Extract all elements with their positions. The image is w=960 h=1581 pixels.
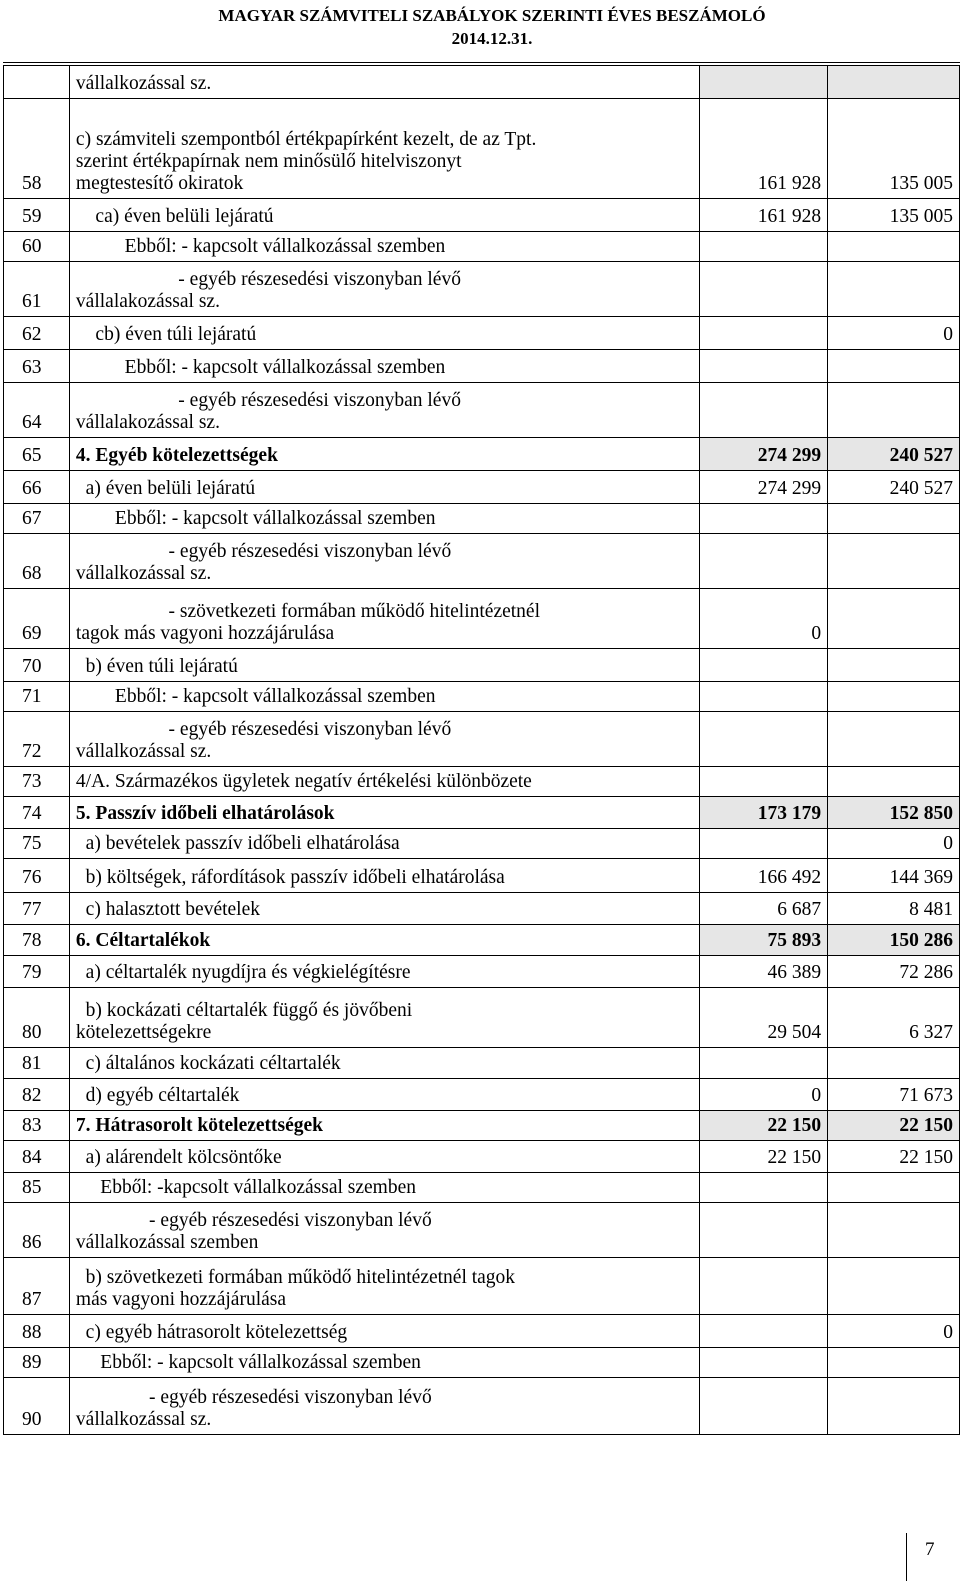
row-number: 64 xyxy=(4,383,70,438)
value-current-year xyxy=(828,66,960,99)
value-current-year xyxy=(828,1378,960,1435)
row-label: a) bevételek passzív időbeli elhatárolása xyxy=(69,829,699,859)
table-row xyxy=(4,504,960,534)
row-label: 4/A. Származékos ügyletek negatív értékelési különbözete xyxy=(69,767,699,797)
page-header xyxy=(0,4,960,50)
value-current-year: 0 xyxy=(828,1315,960,1348)
table-row xyxy=(4,859,960,893)
row-number: 90 xyxy=(4,1378,70,1435)
value-current-year xyxy=(828,1348,960,1378)
row-number: 61 xyxy=(4,262,70,317)
row-label: a) alárendelt kölcsöntőke xyxy=(69,1141,699,1173)
table-row xyxy=(4,99,960,199)
value-prev-year xyxy=(700,383,828,438)
value-prev-year: 274 299 xyxy=(700,471,828,504)
row-label: vállalkozással sz. xyxy=(69,66,699,99)
row-number: 75 xyxy=(4,829,70,859)
value-prev-year xyxy=(700,829,828,859)
value-prev-year xyxy=(700,1378,828,1435)
value-prev-year: 0 xyxy=(700,1079,828,1111)
table-row xyxy=(4,1315,960,1348)
row-label: b) éven túli lejáratú xyxy=(69,649,699,682)
value-current-year xyxy=(828,767,960,797)
row-label: c) halasztott bevételek xyxy=(69,893,699,925)
value-current-year xyxy=(828,262,960,317)
row-label: Ebből: - kapcsolt vállalkozással szemben xyxy=(69,504,699,534)
table-row xyxy=(4,1048,960,1079)
table-row xyxy=(4,1348,960,1378)
row-number: 60 xyxy=(4,232,70,262)
value-current-year: 22 150 xyxy=(828,1141,960,1173)
value-prev-year: 6 687 xyxy=(700,893,828,925)
row-label: - egyéb részesedési viszonyban lévő vállalakozással sz. xyxy=(69,383,699,438)
value-prev-year xyxy=(700,1258,828,1315)
row-label: a) éven belüli lejáratú xyxy=(69,471,699,504)
row-number: 83 xyxy=(4,1111,70,1141)
row-label: b) szövetkezeti formában működő hitelintézetnél tagok más vagyoni hozzájárulása xyxy=(69,1258,699,1315)
row-number: 62 xyxy=(4,317,70,350)
row-number: 79 xyxy=(4,956,70,988)
value-current-year xyxy=(828,649,960,682)
row-number: 82 xyxy=(4,1079,70,1111)
value-current-year: 150 286 xyxy=(828,925,960,956)
row-label: d) egyéb céltartalék xyxy=(69,1079,699,1111)
table-row xyxy=(4,1378,960,1435)
table-row xyxy=(4,350,960,383)
table-row xyxy=(4,1079,960,1111)
row-number: 84 xyxy=(4,1141,70,1173)
value-current-year xyxy=(828,682,960,712)
row-label: b) költségek, ráfordítások passzív időbeli elhatárolása xyxy=(69,859,699,893)
row-number: 72 xyxy=(4,712,70,767)
page-number: 7 xyxy=(925,1539,935,1560)
value-prev-year xyxy=(700,232,828,262)
row-label: - egyéb részesedési viszonyban lévő vállalkozással szemben xyxy=(69,1203,699,1258)
value-current-year: 8 481 xyxy=(828,893,960,925)
value-prev-year xyxy=(700,66,828,99)
row-number xyxy=(4,66,70,99)
value-current-year: 240 527 xyxy=(828,438,960,471)
value-current-year: 135 005 xyxy=(828,99,960,199)
row-label: - szövetkezeti formában működő hitelintézetnél tagok más vagyoni hozzájárulása xyxy=(69,589,699,649)
value-current-year: 144 369 xyxy=(828,859,960,893)
table-row xyxy=(4,767,960,797)
value-prev-year xyxy=(700,1173,828,1203)
row-label: - egyéb részesedési viszonyban lévő vállalkozással sz. xyxy=(69,1378,699,1435)
value-prev-year: 0 xyxy=(700,589,828,649)
row-label: Ebből: - kapcsolt vállalkozással szemben xyxy=(69,682,699,712)
row-label: b) kockázati céltartalék függő és jövőbeni kötelezettségekre xyxy=(69,988,699,1048)
row-number: 77 xyxy=(4,893,70,925)
row-label: Ebből: - kapcsolt vállalkozással szemben xyxy=(69,1348,699,1378)
row-label: - egyéb részesedési viszonyban lévő vállalkozással sz. xyxy=(69,712,699,767)
value-prev-year xyxy=(700,262,828,317)
value-current-year xyxy=(828,232,960,262)
row-label: Ebből: -kapcsolt vállalkozással szemben xyxy=(69,1173,699,1203)
row-label: Ebből: - kapcsolt vállalkozással szemben xyxy=(69,232,699,262)
value-prev-year: 274 299 xyxy=(700,438,828,471)
value-current-year xyxy=(828,1173,960,1203)
value-current-year: 240 527 xyxy=(828,471,960,504)
balance-table xyxy=(3,65,960,1435)
value-prev-year xyxy=(700,682,828,712)
value-prev-year xyxy=(700,649,828,682)
value-prev-year: 161 928 xyxy=(700,99,828,199)
value-prev-year xyxy=(700,504,828,534)
row-number: 80 xyxy=(4,988,70,1048)
row-number: 81 xyxy=(4,1048,70,1079)
value-current-year xyxy=(828,383,960,438)
header-title: MAGYAR SZÁMVITELI SZABÁLYOK SZERINTI ÉVES BESZÁMOLÓ xyxy=(218,6,766,25)
value-current-year: 0 xyxy=(828,829,960,859)
table-row xyxy=(4,649,960,682)
table-row xyxy=(4,1173,960,1203)
row-label: cb) éven túli lejáratú xyxy=(69,317,699,350)
value-current-year: 6 327 xyxy=(828,988,960,1048)
value-prev-year xyxy=(700,767,828,797)
row-number: 67 xyxy=(4,504,70,534)
value-prev-year: 22 150 xyxy=(700,1141,828,1173)
value-current-year: 22 150 xyxy=(828,1111,960,1141)
table-row xyxy=(4,829,960,859)
value-current-year: 135 005 xyxy=(828,199,960,232)
balance-rows xyxy=(4,66,960,1435)
value-current-year xyxy=(828,504,960,534)
value-current-year xyxy=(828,1258,960,1315)
value-prev-year xyxy=(700,1348,828,1378)
value-prev-year xyxy=(700,1315,828,1348)
row-number: 78 xyxy=(4,925,70,956)
row-label: c) egyéb hátrasorolt kötelezettség xyxy=(69,1315,699,1348)
row-label: a) céltartalék nyugdíjra és végkielégítésre xyxy=(69,956,699,988)
row-number: 71 xyxy=(4,682,70,712)
row-number: 76 xyxy=(4,859,70,893)
table-row xyxy=(4,66,960,99)
row-number: 65 xyxy=(4,438,70,471)
row-number: 89 xyxy=(4,1348,70,1378)
row-number: 58 xyxy=(4,99,70,199)
value-prev-year: 75 893 xyxy=(700,925,828,956)
value-prev-year: 22 150 xyxy=(700,1111,828,1141)
value-prev-year xyxy=(700,712,828,767)
table-row xyxy=(4,1258,960,1315)
row-number: 68 xyxy=(4,534,70,589)
value-current-year xyxy=(828,589,960,649)
row-number: 70 xyxy=(4,649,70,682)
top-rule xyxy=(3,62,960,64)
value-current-year: 71 673 xyxy=(828,1079,960,1111)
table-row xyxy=(4,712,960,767)
value-current-year: 72 286 xyxy=(828,956,960,988)
table-row xyxy=(4,893,960,925)
table-row xyxy=(4,534,960,589)
value-current-year xyxy=(828,534,960,589)
header-date: 2014.12.31. xyxy=(451,29,533,48)
row-label: Ebből: - kapcsolt vállalkozással szemben xyxy=(69,350,699,383)
table-row xyxy=(4,232,960,262)
table-row xyxy=(4,797,960,829)
value-prev-year xyxy=(700,350,828,383)
row-number: 74 xyxy=(4,797,70,829)
row-number: 66 xyxy=(4,471,70,504)
value-prev-year: 166 492 xyxy=(700,859,828,893)
value-prev-year xyxy=(700,317,828,350)
row-label: 6. Céltartalékok xyxy=(69,925,699,956)
row-number: 88 xyxy=(4,1315,70,1348)
value-prev-year xyxy=(700,1048,828,1079)
row-label: - egyéb részesedési viszonyban lévő vállalakozással sz. xyxy=(69,262,699,317)
value-prev-year xyxy=(700,1203,828,1258)
value-prev-year xyxy=(700,534,828,589)
table-row xyxy=(4,471,960,504)
table-row xyxy=(4,925,960,956)
row-number: 85 xyxy=(4,1173,70,1203)
table-row xyxy=(4,682,960,712)
table-row xyxy=(4,317,960,350)
value-current-year xyxy=(828,1203,960,1258)
row-label: ca) éven belüli lejáratú xyxy=(69,199,699,232)
table-row xyxy=(4,988,960,1048)
table-row xyxy=(4,199,960,232)
table-row xyxy=(4,1111,960,1141)
row-label: c) általános kockázati céltartalék xyxy=(69,1048,699,1079)
row-label: 5. Passzív időbeli elhatárolások xyxy=(69,797,699,829)
value-current-year: 152 850 xyxy=(828,797,960,829)
table-row xyxy=(4,438,960,471)
row-number: 87 xyxy=(4,1258,70,1315)
table-row xyxy=(4,956,960,988)
value-prev-year: 161 928 xyxy=(700,199,828,232)
value-current-year xyxy=(828,350,960,383)
value-prev-year: 173 179 xyxy=(700,797,828,829)
table-row xyxy=(4,1203,960,1258)
row-number: 69 xyxy=(4,589,70,649)
value-prev-year: 29 504 xyxy=(700,988,828,1048)
value-current-year xyxy=(828,1048,960,1079)
row-number: 59 xyxy=(4,199,70,232)
row-label: 4. Egyéb kötelezettségek xyxy=(69,438,699,471)
row-label: - egyéb részesedési viszonyban lévő vállalkozással sz. xyxy=(69,534,699,589)
value-current-year: 0 xyxy=(828,317,960,350)
table-row xyxy=(4,383,960,438)
table-row xyxy=(4,262,960,317)
table-row xyxy=(4,1141,960,1173)
row-label: c) számviteli szempontból értékpapírként kezelt, de az Tpt. szerint értékpapírnak nem minősülő hitelviszonyt megtestesítő okiratok xyxy=(69,99,699,199)
value-prev-year: 46 389 xyxy=(700,956,828,988)
row-number: 73 xyxy=(4,767,70,797)
footer-rule xyxy=(906,1533,908,1581)
row-number: 63 xyxy=(4,350,70,383)
row-number: 86 xyxy=(4,1203,70,1258)
table-row xyxy=(4,589,960,649)
value-current-year xyxy=(828,712,960,767)
row-label: 7. Hátrasorolt kötelezettségek xyxy=(69,1111,699,1141)
